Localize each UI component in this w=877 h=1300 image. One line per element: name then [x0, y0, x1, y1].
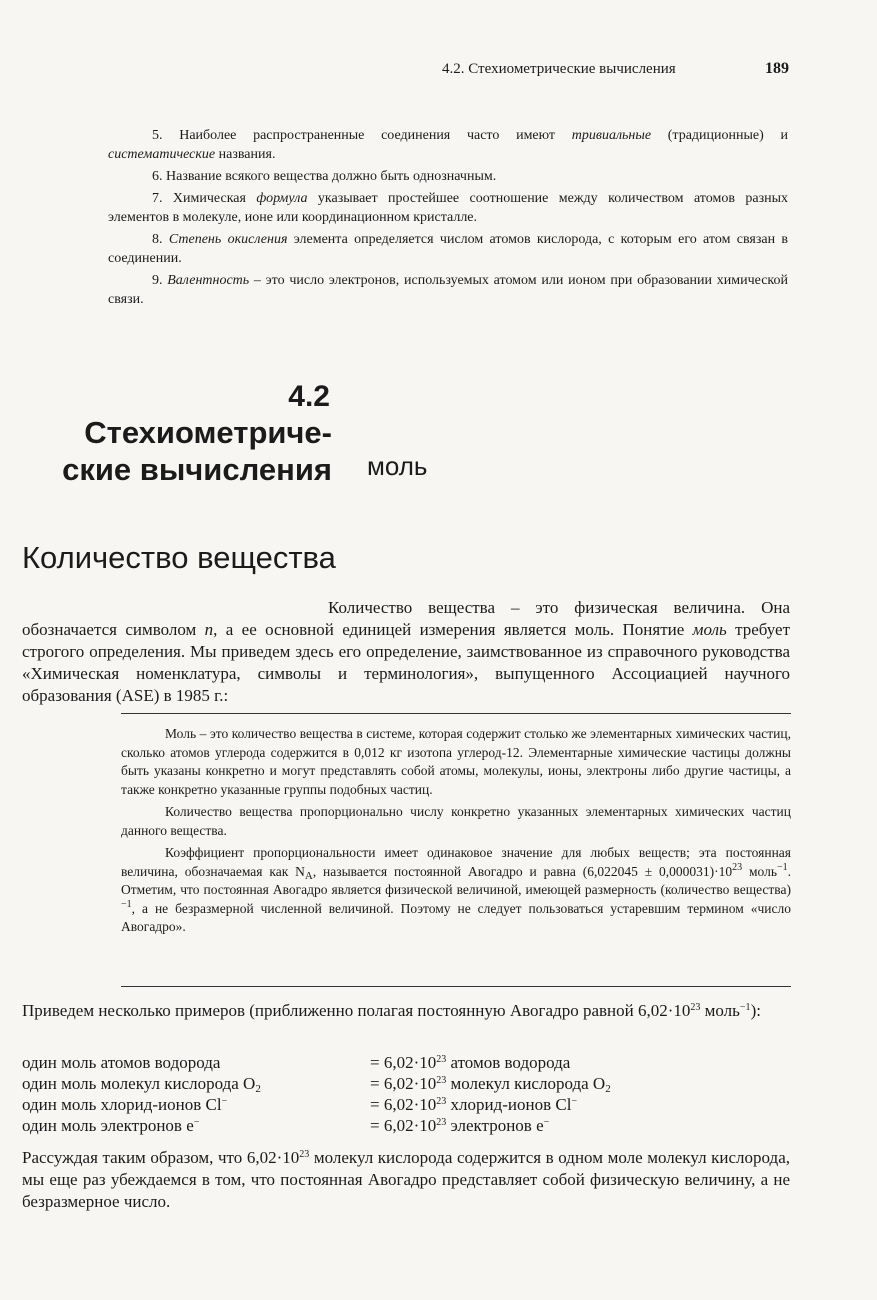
example-row: один моль молекул кислорода $O_2$ = $6,02\cdot 10^{23}$ молекул кислорода $O_2$ [22, 1074, 611, 1095]
example-row: один моль хлорид-ионов Cl− = $6,02\cdot 10^{23}$ хлорид-ионов Cl− [22, 1095, 578, 1114]
examples-intro: Приведем несколько примеров (приближенно полагая постоянную Авогадро равной $6,02\cdot 10^{23}$ моль$^{-1}$): [22, 1001, 761, 1020]
quote-paragraph: Коэффициент пропорциональности имеет одинаковое значение для любых веществ; эта постоянная величина, обозначаемая как $N_A$, называется постоянной Авогадро и равна $(6,022045 \pm 0,000031)\cdot 10^{23}$ моль$^{-1}$. Отметим, что постоянная Авогадро является физической величиной, имеющей размерность (количество вещества)$^{-1}$, а не безразмерной численной величиной. Поэтому не следует пользоваться устаревшим термином «число Авогадро». [121, 845, 792, 934]
quote-bottom-rule [121, 986, 791, 987]
subsection-heading: Количество вещества [22, 540, 336, 575]
quote-top-rule [121, 713, 791, 714]
intro-paragraph: Количество вещества – это физическая величина. Она обозначается символом n, а ее основной единицей измерения является моль. Понятие моль требует строгого определения. Мы приведем здесь его определение, заимствованное из справочного руководства «Химическая номенклатура, символы и терминология», выпущенного Ассоциацией научного образования (ASE) в 1985 г.: [22, 598, 790, 705]
section-title: Стехиометриче- ские вычисления [62, 415, 332, 487]
examples-table [22, 1052, 790, 1136]
list-item: 6. Название всякого вещества должно быть однозначным. [152, 169, 497, 184]
example-row: один моль атомов водорода = $6,02\cdot 10^{23}$ атомов водорода [22, 1053, 571, 1072]
list-item: 7. Химическая формула указывает простейшее соотношение между количеством атомов разных элементов в молекуле, ионе или координационном кристалле. [108, 191, 789, 225]
running-header: 4.2. Стехиометрические вычисления [442, 61, 676, 77]
section-number: 4.2 [288, 380, 330, 413]
quote-paragraph: Количество вещества пропорционально числу конкретно указанных элементарных химических частиц данного вещества. [121, 804, 791, 838]
list-item: 9. Валентность – это число электронов, используемых атомом или ионом при образовании химической связи. [108, 273, 788, 307]
conclusion-paragraph: Рассуждая таким образом, что $6,02\cdot 10^{23}$ молекул кислорода содержится в одном моле молекул кислорода, мы еще раз убеждаемся в том, что постоянная Авогадро представляет собой физическую величину, а не безразмерное число. [22, 1148, 790, 1211]
page-number: 189 [765, 60, 789, 77]
list-item: 5. Наиболее распространенные соединения часто имеют тривиальные (традиционные) и систематические названия. [108, 128, 789, 162]
example-row: один моль электронов e− = $6,02\cdot 10^{23}$ электронов e− [22, 1116, 550, 1135]
margin-keyword: моль [367, 451, 428, 481]
list-item: 8. Степень окисления элемента определяется числом атомов кислорода, с которым его атом связан в соединении. [108, 232, 789, 266]
definition-quote [121, 725, 791, 941]
numbered-list [108, 126, 788, 312]
quote-paragraph: Моль – это количество вещества в системе, которая содержит столько же элементарных химических частиц, сколько атомов углерода содержится в 0,012 кг изотопа углерод-12. Элементарные химические частицы должны быть указаны конкретно и могут представлять собой атомы, молекулы, ионы, электроны либо другие частицы, а также конкретно указанные группы подобных частиц. [121, 726, 791, 797]
